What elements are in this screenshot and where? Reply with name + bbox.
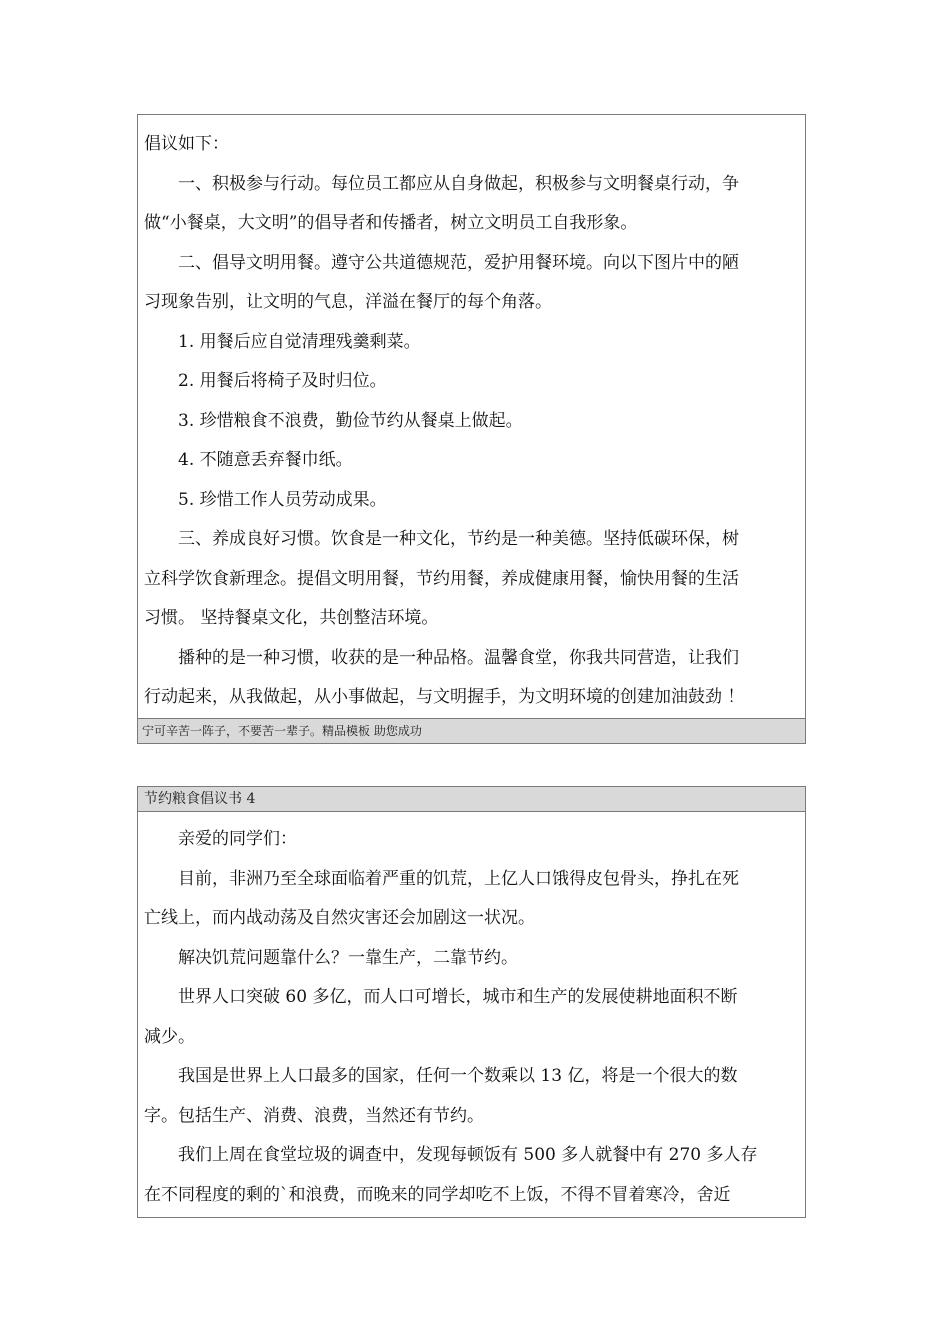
section-2-content (138, 812, 805, 1215)
paragraph-line: 行动起来，从我做起，从小事做起，与文明握手，为文明环境的创建加油鼓劲 ！ (144, 687, 745, 707)
paragraph-line: 解决饥荒问题靠什么？一靠生产，二靠节约。 (178, 947, 518, 968)
page-footer-bar: 宁可辛苦一阵子，不要苦一辈子。精品模板 助您成功 (138, 718, 805, 743)
paragraph-line: 亲爱的同学们： (178, 829, 297, 849)
paragraph-line: 立科学饮食新理念。提倡文明用餐，节约用餐，养成健康用餐，愉快用餐的生活 (144, 568, 739, 589)
paragraph-line: 我国是世界上人口最多的国家，任何一个数乘以 13 亿，将是一个很大的数 (178, 1066, 738, 1086)
paragraph-line: 目前，非洲乃至全球面临着严重的饥荒，上亿人口饿得皮包骨头，挣扎在死 (178, 868, 739, 889)
document-box-section-2 (137, 786, 806, 1218)
section-1-content (138, 115, 805, 718)
document-box-section-1 (137, 114, 806, 744)
paragraph-line: 一、积极参与行动。每位员工都应从自身做起，积极参与文明餐桌行动，争 (178, 173, 739, 194)
paragraph-line: 习惯。 坚持餐桌文化，共创整洁环境。 (144, 608, 439, 628)
paragraph-line: 二、倡导文明用餐。遵守公共道德规范，爱护用餐环境。向以下图片中的陋 (178, 252, 739, 273)
paragraph-line: 世界人口突破 60 多亿，而人口可增长，城市和生产的发展使耕地面积不断 (178, 987, 738, 1007)
paragraph-line: 减少。 (144, 1026, 195, 1047)
section-2-title: 节约粮食倡议书 4 (138, 787, 805, 812)
paragraph-line: 亡线上，而内战动荡及自然灾害还会加剧这一状况。 (144, 908, 535, 928)
paragraph-line: 倡议如下： (144, 134, 229, 154)
paragraph-line: 3. 珍惜粮食不浪费，勤俭节约从餐桌上做起。 (178, 410, 523, 431)
paragraph-line: 字。包括生产、消费、浪费，当然还有节约。 (144, 1105, 484, 1126)
paragraph-line: 1. 用餐后应自觉清理残羹剩菜。 (178, 331, 421, 352)
paragraph-line: 5. 珍惜工作人员劳动成果。 (178, 489, 387, 510)
paragraph-line: 播种的是一种习惯，收获的是一种品格。温馨食堂，你我共同营造，让我们 (178, 647, 739, 668)
paragraph-line: 做“小餐桌，大文明”的倡导者和传播者，树立文明员工自我形象。 (144, 213, 638, 233)
paragraph-line: 2. 用餐后将椅子及时归位。 (178, 371, 387, 391)
paragraph-line: 在不同程度的剩的`和浪费，而晚来的同学却吃不上饭，不得不冒着寒冷，舍近 (144, 1184, 731, 1205)
paragraph-line: 习现象告别，让文明的气息，洋溢在餐厅的每个角落。 (144, 292, 552, 312)
paragraph-line: 我们上周在食堂垃圾的调查中，发现每顿饭有 500 多人就餐中有 270 多人存 (178, 1145, 758, 1165)
paragraph-line: 三、养成良好习惯。饮食是一种文化，节约是一种美德。坚持低碳环保，树 (178, 529, 739, 549)
paragraph-line: 4. 不随意丢弃餐巾纸。 (178, 450, 353, 470)
